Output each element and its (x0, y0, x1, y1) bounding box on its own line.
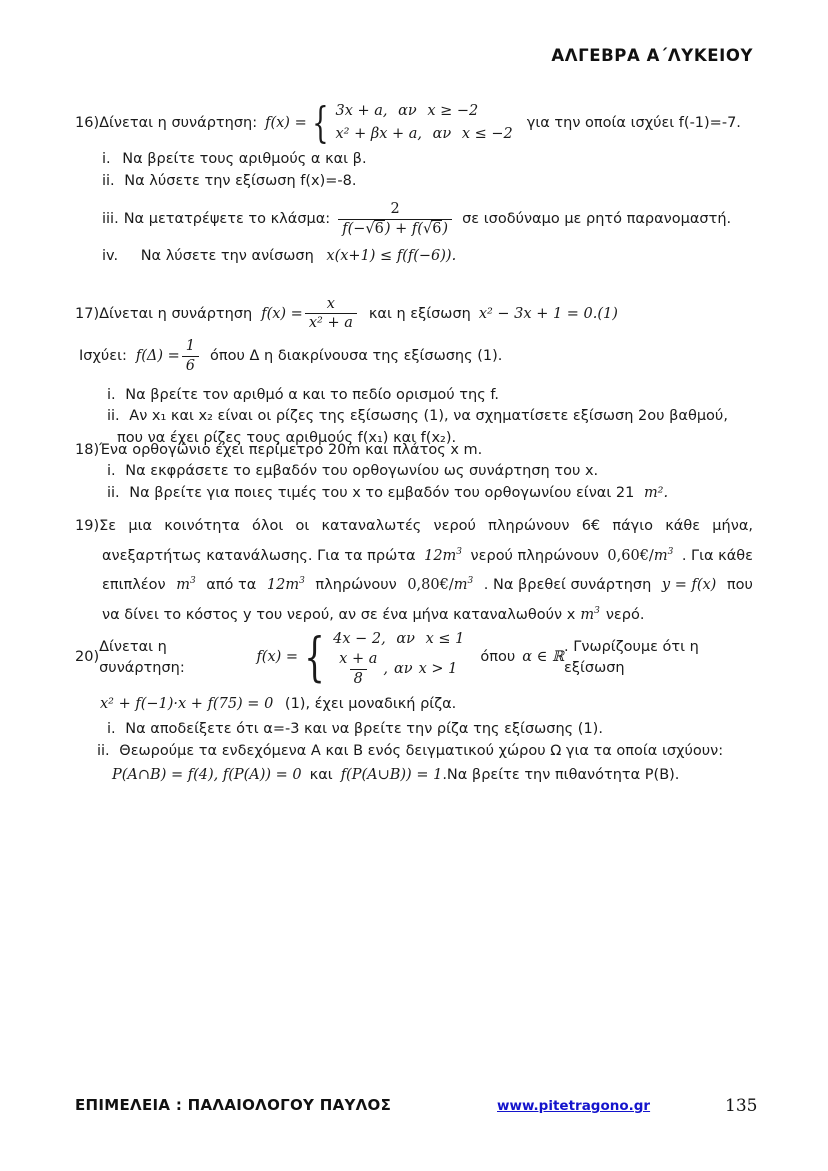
item-text-before: Να βρείτε για ποιες τιμές του x το εμβαδόν του ορθογωνίου είναι 21 (129, 484, 635, 501)
problem-20-tail-b: . Γνωρίζουμε ότι η εξίσωση (564, 638, 699, 676)
item-text: Να βρείτε τον αριθμό α και το πεδίο ορισμού της f. (125, 386, 499, 403)
problem-20-fx-label: f(x) = (256, 649, 299, 666)
prob-kai: και (309, 767, 333, 784)
fraction-denominator: 8 (350, 669, 367, 688)
item-marker: i. (107, 720, 116, 737)
problem-17-item-ii (75, 406, 753, 428)
problem-20 (75, 628, 753, 786)
problem-17-fraction (305, 296, 357, 332)
holds-tail: όπου Δ η διακρίνουσα της εξίσωσης (1). (210, 348, 503, 364)
problem-20-probability-line (75, 765, 753, 786)
problem-17-holds-fraction (182, 338, 199, 374)
problem-19-line1-text: Σε μια κοινότητα όλοι οι καταναλωτές νερού πληρώνουν 6€ πάγιο κάθε μήνα, (99, 518, 753, 534)
problem-18-item-i (75, 461, 753, 483)
item-marker: i. (107, 386, 116, 403)
problem-17-number: 17) (75, 305, 100, 322)
problem-20-tail-a: όπου (480, 649, 516, 666)
item-text: Να βρείτε τους αριθμούς α και β. (122, 150, 367, 167)
footer-page-number: 135 (725, 1096, 758, 1116)
problem-20-item-i (75, 719, 753, 741)
problem-16-item-iv (75, 246, 753, 268)
problem-16-item-iii (75, 201, 753, 237)
fraction-numerator: 2 (390, 201, 400, 218)
line3-d: . Να βρεθεί συνάρτηση (483, 577, 652, 594)
footer-website-link[interactable]: www.pitetragono.gr (497, 1098, 651, 1114)
problem-20-piece-row-2: $\frac{x + a}{8}$ , αν x > 1 (333, 651, 464, 687)
problem-18-statement (75, 440, 753, 461)
line3-math-3: $0,80€/m^3$ (407, 576, 474, 594)
prob-math-3: f(P(A∪B)) = 1 (340, 767, 443, 784)
fraction-denominator: x² + a (305, 313, 357, 332)
problem-17-statement (75, 296, 753, 332)
prob-tail: .Να βρείτε την πιθανότητα P(Β). (442, 767, 680, 784)
line2-math-2: $0,60€/m^3$ (607, 546, 674, 564)
problem-20-tail-math: α ∈ ℝ (522, 649, 565, 666)
problem-19-line-1 (75, 512, 753, 542)
item-math: x(x+1) ≤ f(f(−6)) (326, 247, 452, 264)
left-brace-icon: { (304, 627, 325, 688)
item-text: Θεωρούμε τα ενδεχόμενα Α και Β ενός δειγματικού χώρου Ω για τα οποία ισχύουν: (119, 742, 724, 759)
item-marker: ii. (107, 484, 120, 501)
footer-author: ΕΠΙΜΕΛΕΙΑ : ΠΑΛΑΙΟΛΟΓΟΥ ΠΑΥΛΟΣ (75, 1096, 392, 1114)
problem-16-tail: για την οποία ισχύει f(-1)=-7. (526, 114, 741, 131)
line2-math-1: $12m^3$ (424, 546, 463, 564)
problem-18-intro: Ένα ορθογώνιο έχει περίμετρο 20m και πλάτος x m. (99, 442, 483, 458)
problem-17-intro: Δίνεται η συνάρτηση (99, 305, 253, 322)
problem-19-line-2 (75, 542, 753, 572)
fraction-numerator: x + a (339, 651, 378, 668)
item-marker: i. (107, 463, 116, 480)
problem-16-item-ii (75, 171, 753, 193)
line4-a: να δίνει το κόστος y του νερού, αν σε ένα μήνα καταναλωθούν x (102, 607, 576, 624)
line3-c: πληρώνουν (315, 577, 397, 594)
problem-16 (75, 100, 753, 268)
item-marker: iv. (102, 247, 119, 264)
item-text-after: σε ισοδύναμο με ρητό παρανομαστή. (462, 210, 732, 227)
problem-19-line-4 (75, 601, 753, 631)
problem-20-piecewise (298, 628, 464, 688)
line2-a: ανεξαρτήτως κατανάλωσης. Για τα πρώτα (102, 547, 416, 564)
problem-16-intro: Δίνεται η συνάρτηση: (99, 114, 258, 131)
fraction-denominator: f(−√6) + f(√6) (338, 219, 452, 238)
problem-17-equation: x² − 3x + 1 = 0.(1) (478, 305, 618, 322)
problem-19-number: 19) (75, 518, 100, 534)
item-marker: ii. (107, 408, 120, 425)
problem-17-holds-line (75, 338, 753, 374)
problem-20-equation-tail: (1), έχει μοναδική ρίζα. (284, 695, 457, 712)
problem-20-item-ii (75, 741, 753, 763)
item-marker: ii. (97, 742, 110, 759)
item-text: Να λύσετε την εξίσωση f(x)=-8. (124, 172, 357, 189)
line2-c: . Για κάθε (681, 547, 753, 564)
page-footer (0, 1096, 828, 1130)
line4-b: νερό. (605, 607, 645, 624)
left-brace-icon: { (311, 98, 329, 148)
item-marker: iii. (102, 210, 119, 227)
item-marker: i. (102, 150, 111, 167)
problem-19 (75, 512, 753, 631)
item-text-after: . (663, 484, 669, 501)
line3-math-2: $12m^3$ (266, 576, 305, 594)
line3-b: από τα (206, 577, 257, 594)
problem-16-piecewise (307, 100, 513, 147)
item-text-after: . (451, 247, 457, 264)
line3-e: που (726, 577, 753, 594)
line3-math-1: $m^3$ (176, 576, 196, 594)
item-marker: ii. (102, 172, 115, 189)
problem-17 (75, 296, 753, 450)
fraction-numerator: x (326, 296, 335, 312)
item-text: Να αποδείξετε ότι α=-3 και να βρείτε την ρίζα της εξίσωσης (1). (125, 720, 603, 737)
line3-math-4: y = f(x) (661, 577, 717, 594)
fraction-denominator: 6 (182, 356, 199, 375)
item-text-line1: Αν x₁ και x₂ είναι οι ρίζες της εξίσωσης (1), να σχηματίσετε εξίσωση 2ου βαθμού, (129, 408, 728, 425)
holds-label: Ισχύει: (79, 348, 127, 364)
item-text-before: Να λύσετε την ανίσωση (140, 247, 314, 264)
problem-20-equation-line (75, 694, 753, 715)
problem-17-fx-label: f(x) = (261, 305, 303, 322)
piecewise-fraction (335, 651, 381, 687)
problem-16-piece-row-1: 3x + a, αν x ≥ −2 (335, 103, 479, 119)
page-header-title: ΑΛΓΕΒΡΑ Α΄ΛΥΚΕΙΟΥ (551, 46, 753, 65)
piece-comma: , (383, 660, 388, 677)
problem-18-item-ii (75, 483, 753, 505)
item-text-line2: που να έχει ρίζες τους αριθμούς f(x₁) και f(x₂). (117, 430, 457, 447)
problem-20-number: 20) (75, 649, 100, 666)
holds-lhs: f(Δ) = (135, 348, 180, 364)
problem-16-fraction (338, 201, 452, 237)
problem-16-piece-row-2: x² + βx + a, αν x ≤ −2 (335, 126, 513, 143)
problem-20-equation: x² + f(−1)·x + f(75) = 0 (100, 695, 274, 712)
prob-math-2: , f(P(A)) = 0 (213, 767, 302, 784)
problem-17-item-i (75, 385, 753, 407)
problem-20-statement (75, 628, 753, 688)
line3-a: επιπλέον (102, 577, 166, 594)
problem-16-item-i (75, 149, 753, 171)
line4-math-1: $m^3$ (580, 606, 600, 624)
problem-17-mid-text: και η εξίσωση (368, 305, 471, 322)
item-text-before: Να μετατρέψετε το κλάσμα: (123, 210, 331, 227)
item-math: m² (643, 484, 664, 501)
problem-18 (75, 440, 753, 505)
problem-19-line-3 (75, 571, 753, 601)
problem-18-number: 18) (75, 442, 100, 458)
problem-20-intro: Δίνεται η συνάρτηση: (99, 638, 185, 676)
problem-20-piece-row-1: 4x − 2, αν x ≤ 1 (333, 631, 465, 647)
problem-16-fx-label: f(x) = (265, 114, 307, 131)
fraction-numerator: 1 (185, 338, 196, 355)
item-text: Να εκφράσετε το εμβαδόν του ορθογωνίου ως συνάρτηση του x. (125, 463, 599, 480)
problem-16-statement (75, 100, 753, 147)
problem-16-number: 16) (75, 114, 100, 131)
prob-math-1: P(A∩B) = f(4) (112, 767, 214, 784)
line2-b: νερού πληρώνουν (470, 547, 599, 564)
